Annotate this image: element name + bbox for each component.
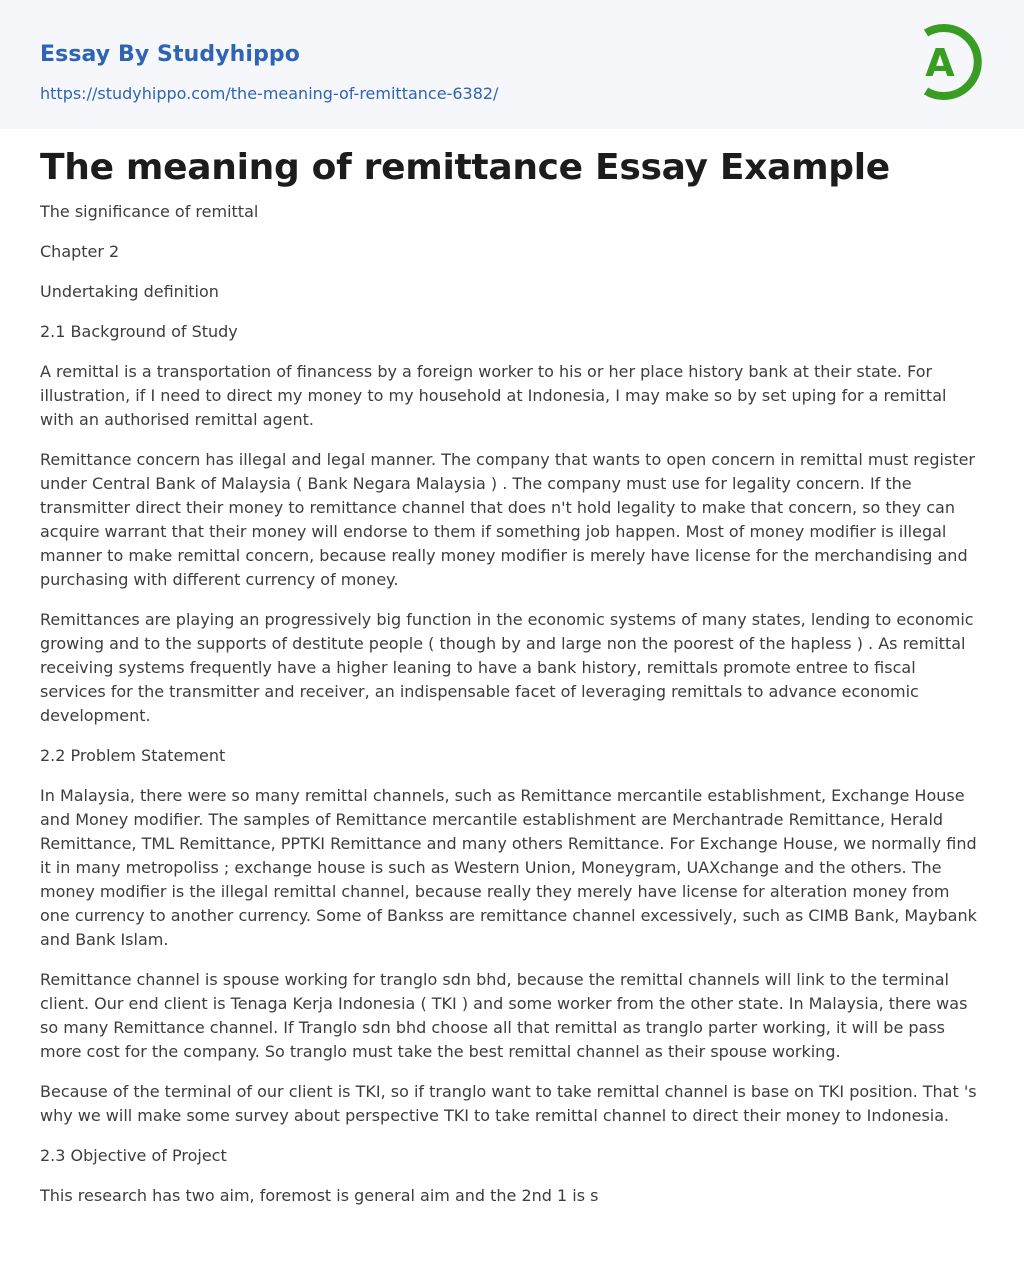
essay-paragraph: Chapter 2: [40, 242, 120, 261]
logo-letter: A: [925, 41, 955, 85]
essay-paragraph: In Malaysia, there were so many remittal channels, such as Remittance mercantile establishment, Exchange House and Money modifier. The samples of Remittance mercantile establishment are Merchantrade Remittance, Herald Remittance, TML Remittance, PPTKI Remittance and many others Remittance. For Exchange House, we normally find it in many metropoliss ; exchange house is such as Western Union, Moneygram, UAXchange and the others. The money modifier is the illegal remittal channel, because really they merely have license for alteration money from one currency to another currency. Some of Bankss are remittance channel excessively, such as CIMB Bank, Maybank and Bank Islam.: [40, 786, 977, 949]
essay-paragraph: This research has two aim, foremost is general aim and the 2nd 1 is s: [40, 1186, 599, 1205]
section-heading: 2.2 Problem Statement: [40, 746, 226, 765]
page-title: The meaning of remittance Essay Example: [40, 147, 890, 188]
section-heading: 2.3 Objective of Project: [40, 1146, 227, 1165]
brand-title[interactable]: Essay By Studyhippo: [40, 42, 300, 67]
essay-body: [40, 200, 984, 1224]
essay-paragraph: A remittal is a transportation of financess by a foreign worker to his or her place history bank at their state. For illustration, if I need to direct my money to my household at Indonesia, I may make so by set uping for a remittal with an authorised remittal agent.: [40, 362, 947, 429]
essay-paragraph: Undertaking definition: [40, 282, 219, 301]
studyhippo-logo-icon[interactable]: [912, 19, 986, 105]
essay-paragraph: Remittance concern has illegal and legal manner. The company that wants to open concern in remittal must register under Central Bank of Malaysia ( Bank Negara Malaysia ) . The company must use for legality concern. If the transmitter direct their money to remittance channel that does n't hold legality to make that concern, so they can acquire warrant that their money will endorse to them if something job happen. Most of money modifier is illegal manner to make remittal concern, because really money modifier is merely have license for the merchandising and purchasing with different currency of money.: [40, 450, 975, 589]
section-heading: 2.1 Background of Study: [40, 322, 238, 341]
essay-paragraph: The significance of remittal: [40, 202, 259, 221]
essay-paragraph: Because of the terminal of our client is TKI, so if tranglo want to take remittal channel is base on TKI position. That 's why we will make some survey about perspective TKI to take remittal channel to direct their money to Indonesia.: [40, 1082, 977, 1125]
essay-paragraph: Remittance channel is spouse working for tranglo sdn bhd, because the remittal channels will link to the terminal client. Our end client is Tenaga Kerja Indonesia ( TKI ) and some worker from the other state. In Malaysia, there was so many Remittance channel. If Tranglo sdn bhd choose all that remittal as tranglo parter working, it will be pass more cost for the company. So tranglo must take the best remittal channel as their spouse working.: [40, 970, 968, 1061]
essay-paragraph: Remittances are playing an progressively big function in the economic systems of many states, lending to economic growing and to the supports of destitute people ( though by and large non the poorest of the hapless ) . As remittal receiving systems frequently have a higher leaning to have a bank history, remittals promote entree to fiscal services for the transmitter and receiver, an indispensable facet of leveraging remittals to advance economic development.: [40, 610, 974, 725]
essay-url-link[interactable]: https://studyhippo.com/the-meaning-of-remittance-6382/: [40, 84, 499, 103]
